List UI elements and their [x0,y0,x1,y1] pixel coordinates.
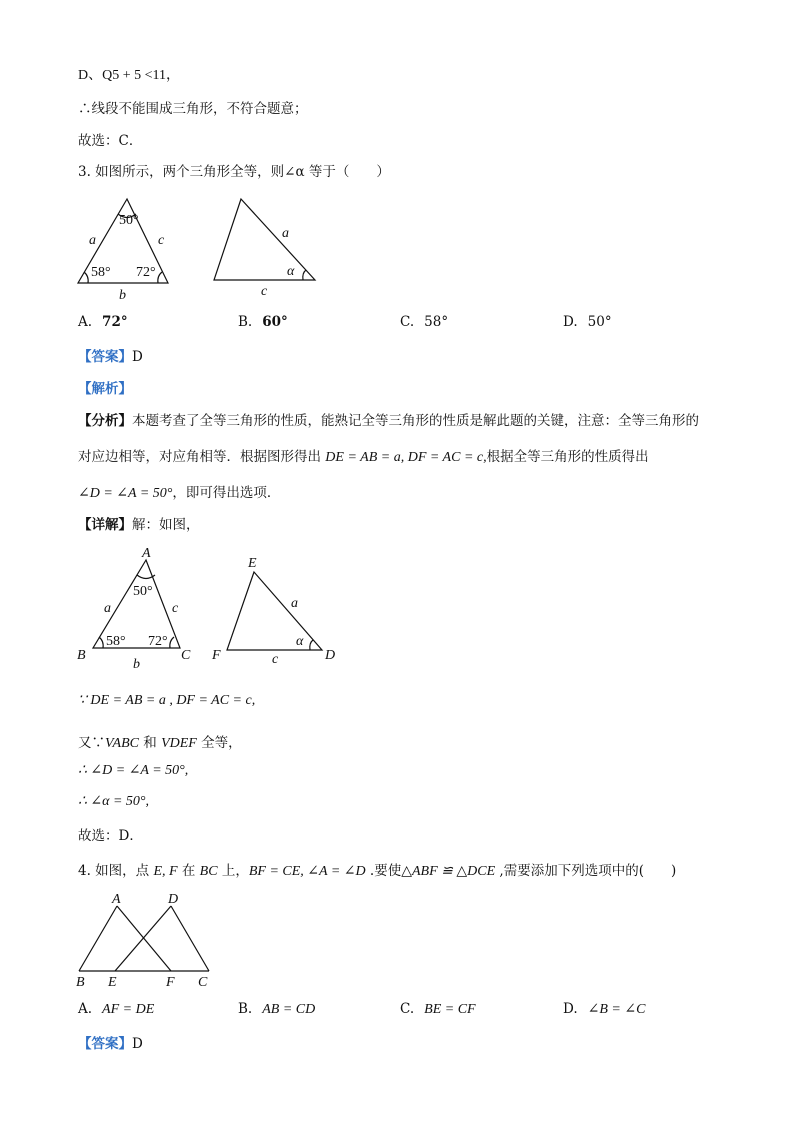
q4-fig-label-a: A [112,892,121,907]
q3-fig3-label-c: C [181,648,191,663]
q3-fenxi-line3: ∠D = ∠A = 50°，即可得出选项． [78,485,281,501]
q3-detail: 【详解】解：如图， [78,517,200,533]
q4-fig-label-b: B [76,975,85,990]
q3-step4: ∴ ∠α = 50°, [78,794,150,809]
q4-option-b: B. AB = CD [238,1001,316,1017]
q3-fig1-side-a: a [89,233,96,248]
q3-fig1-left-angle: 58° [91,265,111,280]
q4-fig-label-d: D [168,892,179,907]
q3-fig3-label-a: A [142,546,151,561]
q3-step3: ∴ ∠D = ∠A = 50°, [78,763,189,778]
q3-option-d: D. 50° [563,314,612,330]
q3-fig4-side-a: a [291,596,298,611]
q3-step2: 又∵VABC 和 VDEF 全等， [78,735,242,751]
q3-stem: 3. 如图所示，两个三角形全等，则∠α 等于（ ） [78,164,390,180]
q3-fig4-label-f: F [212,648,221,663]
q3-fig2-angle-alpha: α [287,264,295,279]
q4-option-d: D. ∠B = ∠C [563,1001,646,1017]
q4-option-a: A. AF = DE [78,1001,155,1017]
q4-stem: 4. 如图，点 E, F 在 BC 上，BF = CE, ∠A = ∠D .要使△ABF ≌ △DCE ,需要添加下列选项中的( ) [78,863,677,879]
q3-fig3-label-b: B [77,648,86,663]
q3-fig1-side-c: c [158,233,165,248]
q3-step1: ∵ DE = AB = a , DF = AC = c, [78,693,256,708]
q2-conclusion: ∴线段不能围成三角形，不符合题意； [78,101,308,117]
q3-fig4-label-e: E [248,556,257,571]
q3-answer: 【答案】D [78,349,143,365]
q4-fig-label-c: C [198,975,208,990]
q3-fig3-side-b: b [133,657,140,672]
q3-option-c: C. 58° [400,314,449,330]
q3-fig2-side-c: c [261,284,268,299]
q3-fig3-right-angle: 72° [148,634,168,649]
q3-fenxi-line1: 【分析】本题考查了全等三角形的性质，能熟记全等三角形的性质是解此题的关键，注意：全等三角形的 [78,413,699,429]
q2-option-d: D、Q5 + 5 <11， [78,68,180,83]
q3-fig2-side-a: a [282,226,289,241]
q3-fig3-side-a: a [104,601,111,616]
q3-fig3-left-angle: 58° [106,634,126,649]
q3-fig1-top-angle: 50° [119,213,139,228]
q3-fig1-side-b: b [119,288,126,303]
q3-option-a: A. 72° [78,314,128,330]
q3-fenxi-line2: 对应边相等，对应角相等．根据图形得出 DE = AB = a, DF = AC = c,根据全等三角形的性质得出 [78,449,649,465]
q3-choice: 故选：D． [78,828,143,844]
q3-analysis-label: 【解析】 [78,381,132,397]
q4-fig-label-e: E [108,975,117,990]
q3-fig4-side-c: c [272,652,279,667]
q2-choice: 故选：C． [78,133,143,149]
q3-fig1-right-angle: 72° [136,265,156,280]
q3-fig4-label-d: D [325,648,336,663]
q3-option-b: B. 60° [238,314,288,330]
q4-option-c: C. BE = CF [400,1001,476,1017]
q4-answer: 【答案】D [78,1036,143,1052]
q3-fig3-side-c: c [172,601,179,616]
q3-fig4-angle-alpha: α [296,634,304,649]
q4-fig-label-f: F [166,975,175,990]
q3-fig3-top-angle: 50° [133,584,153,599]
